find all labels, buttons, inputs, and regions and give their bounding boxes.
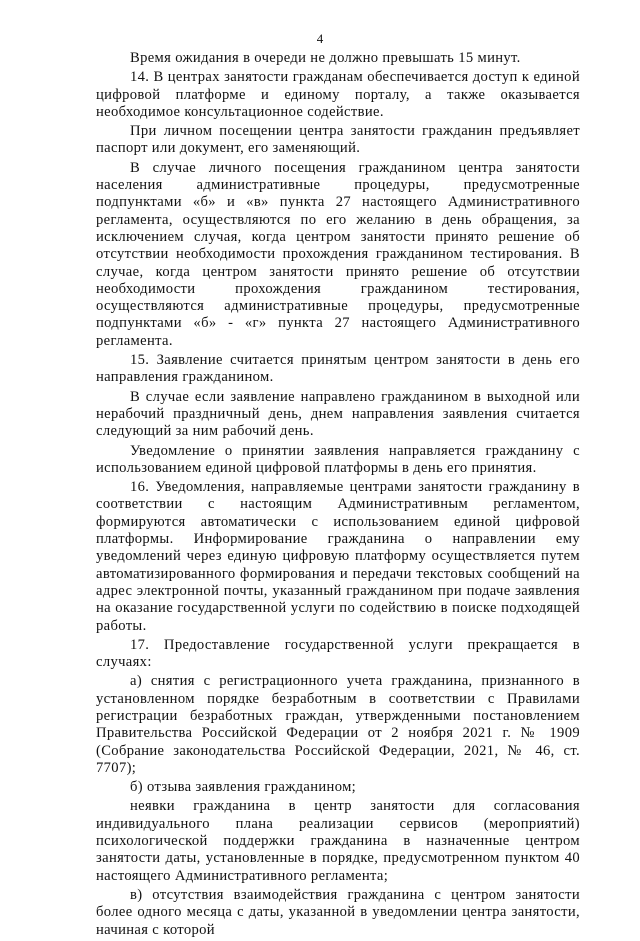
page-number: 4 (316, 31, 324, 46)
paragraph-14: 14. В центрах занятости гражданам обеспечивается доступ к единой цифровой платформе и единому порталу, а также оказывается необходимое консультационное содействие. (96, 69, 580, 120)
paragraph-17b: б) отзыва заявления гражданином; (130, 779, 357, 796)
paragraph-passport: При личном посещении центра занятости гражданин предъявляет паспорт или документ, его заменяющий. (96, 123, 580, 157)
paragraph-holiday: В случае если заявление направлено гражданином в выходной или нерабочий праздничный день, днем направления заявления считается следующий за ним рабочий день. (96, 388, 580, 440)
paragraph-non-appearance: неявки гражданина в центр занятости для согласования индивидуального плана реализации сервисов (мероприятий) психологической поддержки гражданина в назначенные центром занятости даты, установленные в порядке, предусмотренном пунктом 40 настоящего Административного регламента; (96, 798, 580, 884)
paragraph-17: 17. Предоставление государственной услуги прекращается в случаях: (96, 636, 580, 671)
paragraph-16: 16. Уведомления, направляемые центрами занятости гражданину в соответствии с настоящим Административным регламентом, формируются автоматически с использованием единой цифровой платформы. Информирование гражданина о направлении ему уведомлений через единую цифровую платформу осуществляется путем автоматизированного формирования и передачи текстовых сообщений на адрес электронной почты, указанный гражданином при подаче заявления на оказание государственной услуги по содействию в поиске подходящей работы. (96, 479, 580, 634)
paragraph-waiting-time: Время ожидания в очереди не должно превышать 15 минут. (130, 50, 521, 66)
paragraph-personal-visit: В случае личного посещения гражданином центра занятости населения административные процедуры, предусмотренные подпунктами «б» и «в» пункта 27 настоящего Административного регламента, осуществляются по его желанию в день обращения, за исключением случая, когда центром занятости принято решение об отсутствии необходимости прохождения гражданином тестирования. В случае, когда центром занятости принято решение об отсутствии необходимости прохождения гражданином тестирования, осуществляются административные процедуры, предусмотренные подпунктами «б» - «г» пункта 27 настоящего Административного регламента. (96, 159, 580, 349)
paragraph-15: 15. Заявление считается принятым центром занятости в день его направления гражданином. (96, 352, 580, 386)
paragraph-17v: в) отсутствия взаимодействия гражданина с центром занятости более одного месяца с даты, указанной в уведомлении центра занятости, начиная с которой (96, 886, 580, 938)
paragraph-17a: а) снятия с регистрационного учета гражданина, признанного в установленном порядке безработным в соответствии с Правилами регистрации безработных граждан, утвержденными постановлением Правительства Российской Федерации от 2 ноября 2021 г. № 1909 (Собрание законодательства Российской Федерации, 2021, № 46, ст. 7707); (96, 673, 580, 776)
document-body (96, 50, 580, 941)
paragraph-notification-acceptance: Уведомление о принятии заявления направляется гражданину с использованием единой цифровой платформы в день его принятия. (96, 442, 580, 476)
